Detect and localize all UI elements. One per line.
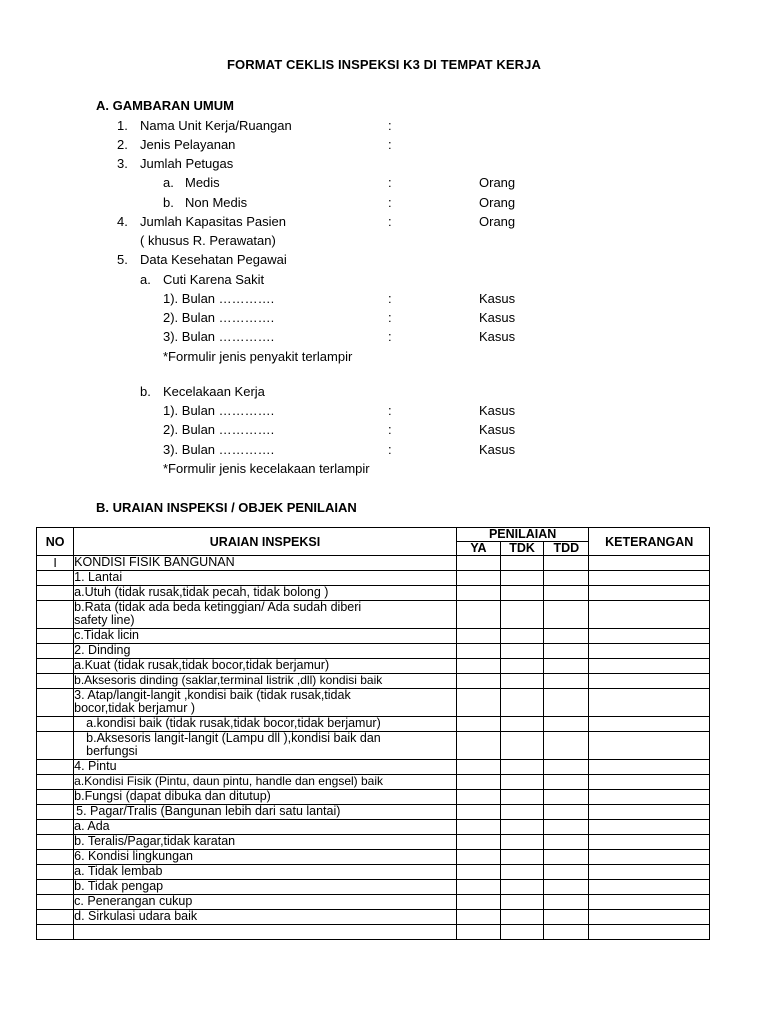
table-row: a. Ada <box>37 820 710 835</box>
table-row: b.Rata (tidak ada beda ketinggian/ Ada sudah diberi safety line) <box>37 601 710 629</box>
table-row: b.Aksesoris dinding (saklar,terminal listrik ,dll) kondisi baik <box>37 674 710 689</box>
tdd-cell[interactable] <box>544 644 589 659</box>
table-row: b. Teralis/Pagar,tidak karatan <box>37 835 710 850</box>
table-row: a.Kondisi Fisik (Pintu, daun pintu, handle dan engsel) baik <box>37 775 710 790</box>
keterangan-cell[interactable] <box>589 689 710 717</box>
ya-cell[interactable] <box>456 732 500 760</box>
tdk-cell[interactable] <box>501 732 544 760</box>
tdk-cell[interactable] <box>501 850 544 865</box>
table-row: d. Sirkulasi udara baik <box>37 910 710 925</box>
tdk-cell[interactable] <box>501 674 544 689</box>
tdk-cell[interactable] <box>501 571 544 586</box>
tdd-cell[interactable] <box>544 835 589 850</box>
item-cuti-sakit: a. Cuti Karena Sakit <box>140 272 265 287</box>
ya-cell[interactable] <box>456 790 500 805</box>
item-non-medis: b. Non Medis : Orang <box>163 195 516 210</box>
table-row: b.Aksesoris langit-langit (Lampu dll ),kondisi baik dan berfungsi <box>37 732 710 760</box>
keterangan-cell[interactable] <box>589 629 710 644</box>
ya-cell[interactable] <box>456 571 500 586</box>
keterangan-cell[interactable] <box>589 805 710 820</box>
item-kecelakaan-kerja: b. Kecelakaan Kerja <box>140 384 265 399</box>
table-row: c.Tidak licin <box>37 629 710 644</box>
keterangan-cell[interactable] <box>589 925 710 940</box>
keterangan-cell[interactable] <box>589 775 710 790</box>
keterangan-cell[interactable] <box>589 601 710 629</box>
header-ya: YA <box>456 542 500 556</box>
tdd-cell[interactable] <box>544 717 589 732</box>
item-cuti-bulan-2: 2). Bulan …………. : Kasus <box>163 310 516 325</box>
tdk-cell[interactable] <box>501 895 544 910</box>
tdk-cell[interactable] <box>501 644 544 659</box>
table-row: 3. Atap/langit-langit ,kondisi baik (tidak rusak,tidak bocor,tidak berjamur ) <box>37 689 710 717</box>
keterangan-cell[interactable] <box>589 556 710 571</box>
ya-cell[interactable] <box>456 880 500 895</box>
keterangan-cell[interactable] <box>589 571 710 586</box>
tdd-cell[interactable] <box>544 556 589 571</box>
item-kecelakaan-bulan-3: 3). Bulan …………. : Kasus <box>163 442 516 457</box>
ya-cell[interactable] <box>456 659 500 674</box>
tdk-cell[interactable] <box>501 689 544 717</box>
item-khusus-perawatan: ( khusus R. Perawatan) <box>140 233 276 248</box>
ya-cell[interactable] <box>456 586 500 601</box>
tdk-cell[interactable] <box>501 601 544 629</box>
ya-cell[interactable] <box>456 689 500 717</box>
keterangan-cell[interactable] <box>589 717 710 732</box>
tdk-cell[interactable] <box>501 835 544 850</box>
item-data-kesehatan: 5. Data Kesehatan Pegawai <box>117 252 287 267</box>
tdk-cell[interactable] <box>501 629 544 644</box>
table-row: 1. Lantai <box>37 571 710 586</box>
tdd-cell[interactable] <box>544 674 589 689</box>
tdk-cell[interactable] <box>501 820 544 835</box>
tdk-cell[interactable] <box>501 556 544 571</box>
header-uraian: URAIAN INSPEKSI <box>74 528 457 556</box>
keterangan-cell[interactable] <box>589 835 710 850</box>
table-row: 4. Pintu <box>37 760 710 775</box>
header-tdd: TDD <box>544 542 589 556</box>
tdd-cell[interactable] <box>544 601 589 629</box>
table-row: 5. Pagar/Tralis (Bangunan lebih dari satu lantai) <box>37 805 710 820</box>
keterangan-cell[interactable] <box>589 850 710 865</box>
keterangan-cell[interactable] <box>589 732 710 760</box>
tdk-cell[interactable] <box>501 865 544 880</box>
ya-cell[interactable] <box>456 835 500 850</box>
table-row: 2. Dinding <box>37 644 710 659</box>
tdd-cell[interactable] <box>544 865 589 880</box>
tdd-cell[interactable] <box>544 820 589 835</box>
keterangan-cell[interactable] <box>589 674 710 689</box>
item-kecelakaan-bulan-1: 1). Bulan …………. : Kasus <box>163 403 516 418</box>
item-kapasitas-pasien: 4. Jumlah Kapasitas Pasien : Orang <box>117 214 516 229</box>
tdd-cell[interactable] <box>544 571 589 586</box>
section-a-heading: A. GAMBARAN UMUM <box>96 98 234 113</box>
table-row: c. Penerangan cukup <box>37 895 710 910</box>
keterangan-cell[interactable] <box>589 880 710 895</box>
tdd-cell[interactable] <box>544 880 589 895</box>
table-row: a.Kuat (tidak rusak,tidak bocor,tidak berjamur) <box>37 659 710 674</box>
item-kecelakaan-bulan-2: 2). Bulan …………. : Kasus <box>163 422 516 437</box>
keterangan-cell[interactable] <box>589 910 710 925</box>
page-title: FORMAT CEKLIS INSPEKSI K3 DI TEMPAT KERJA <box>227 57 541 72</box>
inspection-table <box>36 527 710 940</box>
ya-cell[interactable] <box>456 674 500 689</box>
item-jenis-pelayanan: 2. Jenis Pelayanan : <box>117 137 392 152</box>
ya-cell[interactable] <box>456 717 500 732</box>
tdd-cell[interactable] <box>544 775 589 790</box>
header-keterangan: KETERANGAN <box>589 528 710 556</box>
tdd-cell[interactable] <box>544 925 589 940</box>
tdd-cell[interactable] <box>544 895 589 910</box>
table-row: b.Fungsi (dapat dibuka dan ditutup) <box>37 790 710 805</box>
table-row <box>37 925 710 940</box>
ya-cell[interactable] <box>456 820 500 835</box>
keterangan-cell[interactable] <box>589 644 710 659</box>
tdk-cell[interactable] <box>501 790 544 805</box>
keterangan-cell[interactable] <box>589 586 710 601</box>
keterangan-cell[interactable] <box>589 820 710 835</box>
tdd-cell[interactable] <box>544 805 589 820</box>
table-row: I KONDISI FISIK BANGUNAN <box>37 556 710 571</box>
table-row: a. Tidak lembab <box>37 865 710 880</box>
ya-cell[interactable] <box>456 910 500 925</box>
ya-cell[interactable] <box>456 644 500 659</box>
section-b-heading: B. URAIAN INSPEKSI / OBJEK PENILAIAN <box>96 500 357 515</box>
item-cuti-bulan-3: 3). Bulan …………. : Kasus <box>163 329 516 344</box>
tdd-cell[interactable] <box>544 910 589 925</box>
table-row: a.kondisi baik (tidak rusak,tidak bocor,tidak berjamur) <box>37 717 710 732</box>
header-no: NO <box>37 528 74 556</box>
ya-cell[interactable] <box>456 760 500 775</box>
tdd-cell[interactable] <box>544 850 589 865</box>
ya-cell[interactable] <box>456 895 500 910</box>
keterangan-cell[interactable] <box>589 895 710 910</box>
tdd-cell[interactable] <box>544 790 589 805</box>
tdd-cell[interactable] <box>544 760 589 775</box>
item-unit-kerja: 1. Nama Unit Kerja/Ruangan : <box>117 118 392 133</box>
table-row: a.Utuh (tidak rusak,tidak pecah, tidak bolong ) <box>37 586 710 601</box>
ya-cell[interactable] <box>456 805 500 820</box>
table-row: 6. Kondisi lingkungan <box>37 850 710 865</box>
ya-cell[interactable] <box>456 850 500 865</box>
table-row: b. Tidak pengap <box>37 880 710 895</box>
tdk-cell[interactable] <box>501 717 544 732</box>
tdd-cell[interactable] <box>544 629 589 644</box>
tdd-cell[interactable] <box>544 732 589 760</box>
ya-cell[interactable] <box>456 865 500 880</box>
item-cuti-bulan-1: 1). Bulan …………. : Kasus <box>163 291 516 306</box>
tdd-cell[interactable] <box>544 659 589 674</box>
tdk-cell[interactable] <box>501 910 544 925</box>
ya-cell[interactable] <box>456 601 500 629</box>
header-tdk: TDK <box>501 542 544 556</box>
tdk-cell[interactable] <box>501 880 544 895</box>
keterangan-cell[interactable] <box>589 865 710 880</box>
item-medis: a. Medis : Orang <box>163 175 516 190</box>
tdd-cell[interactable] <box>544 586 589 601</box>
tdk-cell[interactable] <box>501 760 544 775</box>
item-jumlah-petugas: 3. Jumlah Petugas <box>117 156 234 171</box>
ya-cell[interactable] <box>456 629 500 644</box>
tdk-cell[interactable] <box>501 775 544 790</box>
ya-cell[interactable] <box>456 775 500 790</box>
note-penyakit: *Formulir jenis penyakit terlampir <box>163 349 353 364</box>
header-penilaian: PENILAIAN <box>456 528 589 542</box>
keterangan-cell[interactable] <box>589 760 710 775</box>
keterangan-cell[interactable] <box>589 659 710 674</box>
tdk-cell[interactable] <box>501 659 544 674</box>
ya-cell[interactable] <box>456 556 500 571</box>
tdd-cell[interactable] <box>544 689 589 717</box>
tdk-cell[interactable] <box>501 805 544 820</box>
ya-cell[interactable] <box>456 925 500 940</box>
tdk-cell[interactable] <box>501 586 544 601</box>
keterangan-cell[interactable] <box>589 790 710 805</box>
note-kecelakaan: *Formulir jenis kecelakaan terlampir <box>163 461 370 476</box>
tdk-cell[interactable] <box>501 925 544 940</box>
